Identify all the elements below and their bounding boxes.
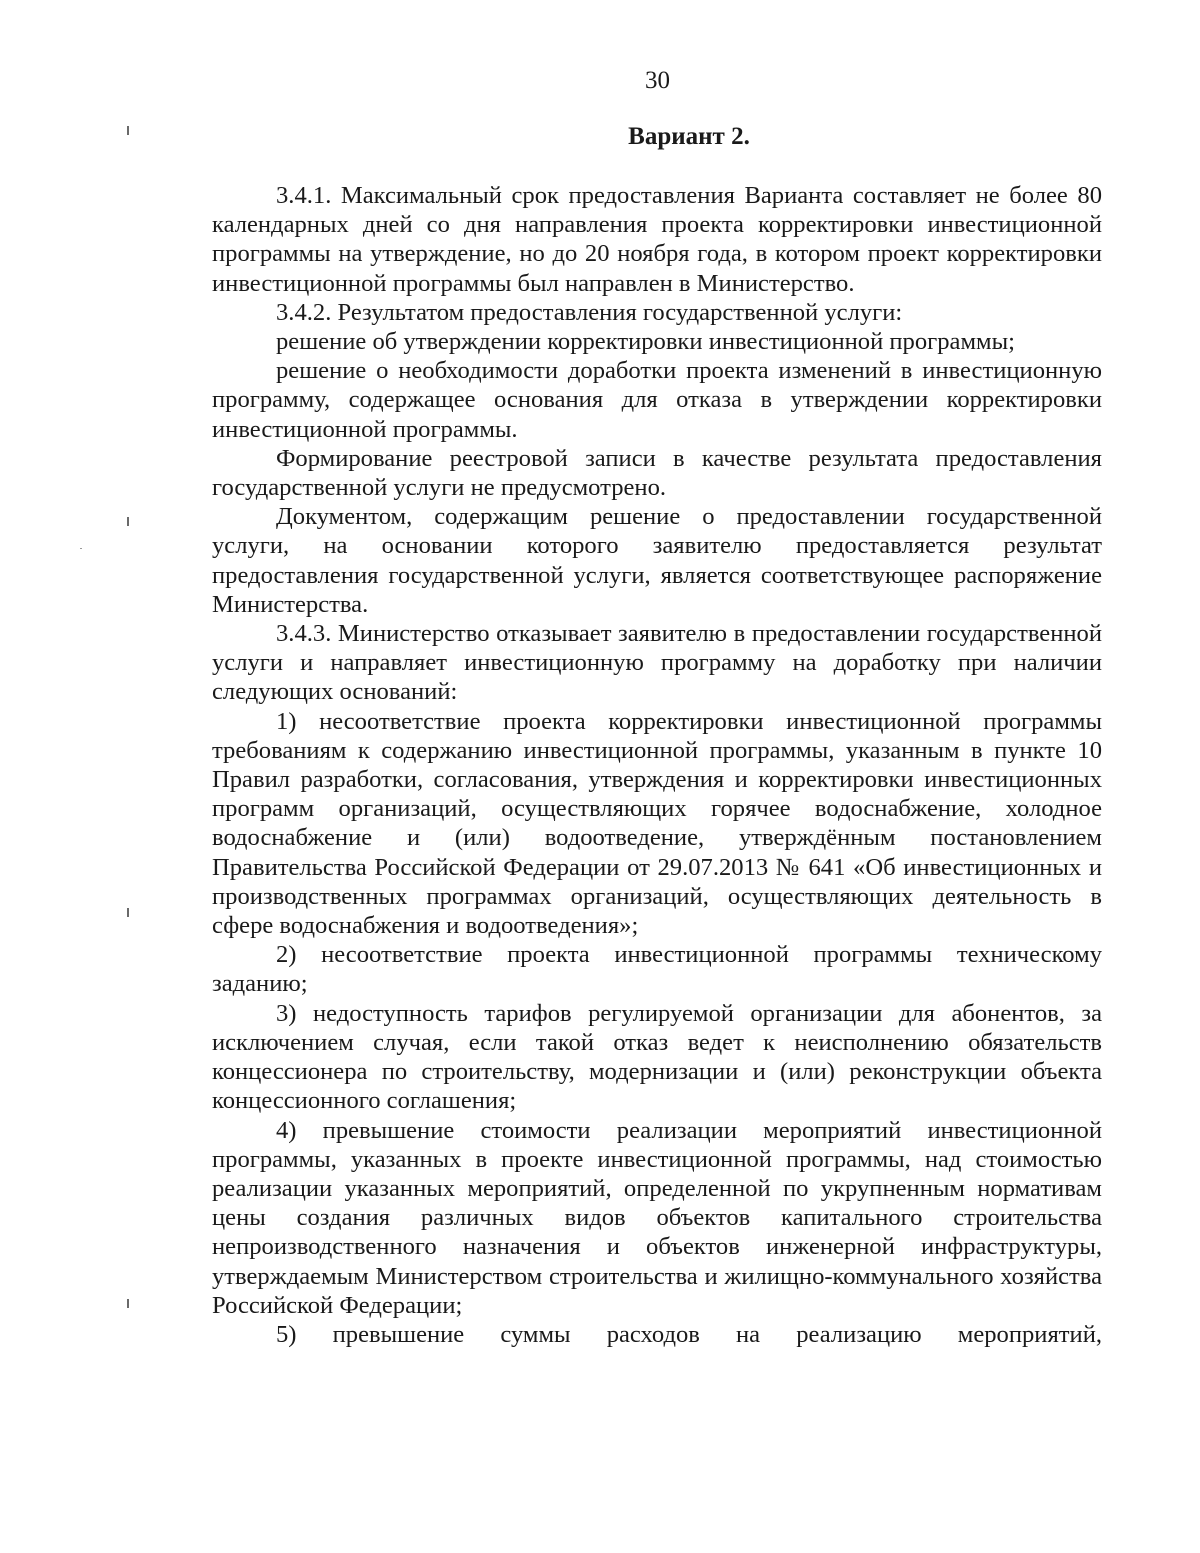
list-item-4: 4) превышение стоимости реализации мероприятий инвестиционной программы, указанных в проекте инвестиционной программы, над стоимостью реализации указанных мероприятий, определенной по укрупненным нормативам цены создания различных видов объектов капитального строительства непроизводственного назначения и объектов инженерной инфраструктуры, утверждаемым Министерством строительства и жилищно-коммунального хозяйства Российской Федерации; [212,1116,1102,1319]
list-item-2: 2) несоответствие проекта инвестиционной программы техническому заданию; [212,941,1102,998]
list-item-5: 5) превышение суммы расходов на реализацию мероприятий, [276,1320,1102,1348]
margin-mark [127,517,129,526]
paragraph-decision-document: Документом, содержащим решение о предоставлении государственной услуги, на основании которого заявителю предоставляется результат предоставления государственной услуги, является соответствующее распоряжение Министерства. [212,503,1102,618]
margin-dot [80,548,82,549]
paragraph-3-4-1: 3.4.1. Максимальный срок предоставления Варианта составляет не более 80 календарных дней со дня направления проекта корректировки инвестиционной программы на утверждение, но до 20 ноября года, в котором проект корректировки инвестиционной программы был направлен в Министерство. [212,182,1102,297]
body-text [212,181,1102,1349]
margin-mark [127,908,129,917]
paragraph-3-4-2: 3.4.2. Результатом предоставления государственной услуги: [276,298,903,326]
paragraph-result-revision: решение о необходимости доработки проекта изменений в инвестиционную программу, содержащее основания для отказа в утверждении корректировки инвестиционной программы. [212,357,1102,443]
paragraph-3-4-3: 3.4.3. Министерство отказывает заявителю в предоставлении государственной услуги и направляет инвестиционную программу на доработку при наличии следующих оснований: [212,620,1102,706]
section-heading: Вариант 2. [628,123,750,150]
margin-mark [127,1299,129,1308]
paragraph-registry-record: Формирование реестровой записи в качестве результата предоставления государственной услуги не предусмотрено. [212,444,1102,502]
list-item-3: 3) недоступность тарифов регулируемой организации для абонентов, за исключением случая, если такой отказ ведет к неисполнению обязательств концессионера по строительству, модернизации и (или) реконструкции объекта концессионного соглашения; [212,999,1102,1115]
paragraph-result-approval: решение об утверждении корректировки инвестиционной программы; [276,328,1015,356]
list-item-1: 1) несоответствие проекта корректировки инвестиционной программы требованиям к содержанию инвестиционной программы, указанным в пункте 10 Правил разработки, согласования, утверждения и корректировки инвестиционных программ организаций, осуществляющих горячее водоснабжение, холодное водоснабжение и (или) водоотведение, утверждённым постановлением Правительства Российской Федерации от 29.07.2013 № 641 «Об инвестиционных и производственных программах организаций, осуществляющих деятельность в сфере водоснабжения и водоотведения»; [212,707,1102,940]
page-number: 30 [645,67,670,94]
